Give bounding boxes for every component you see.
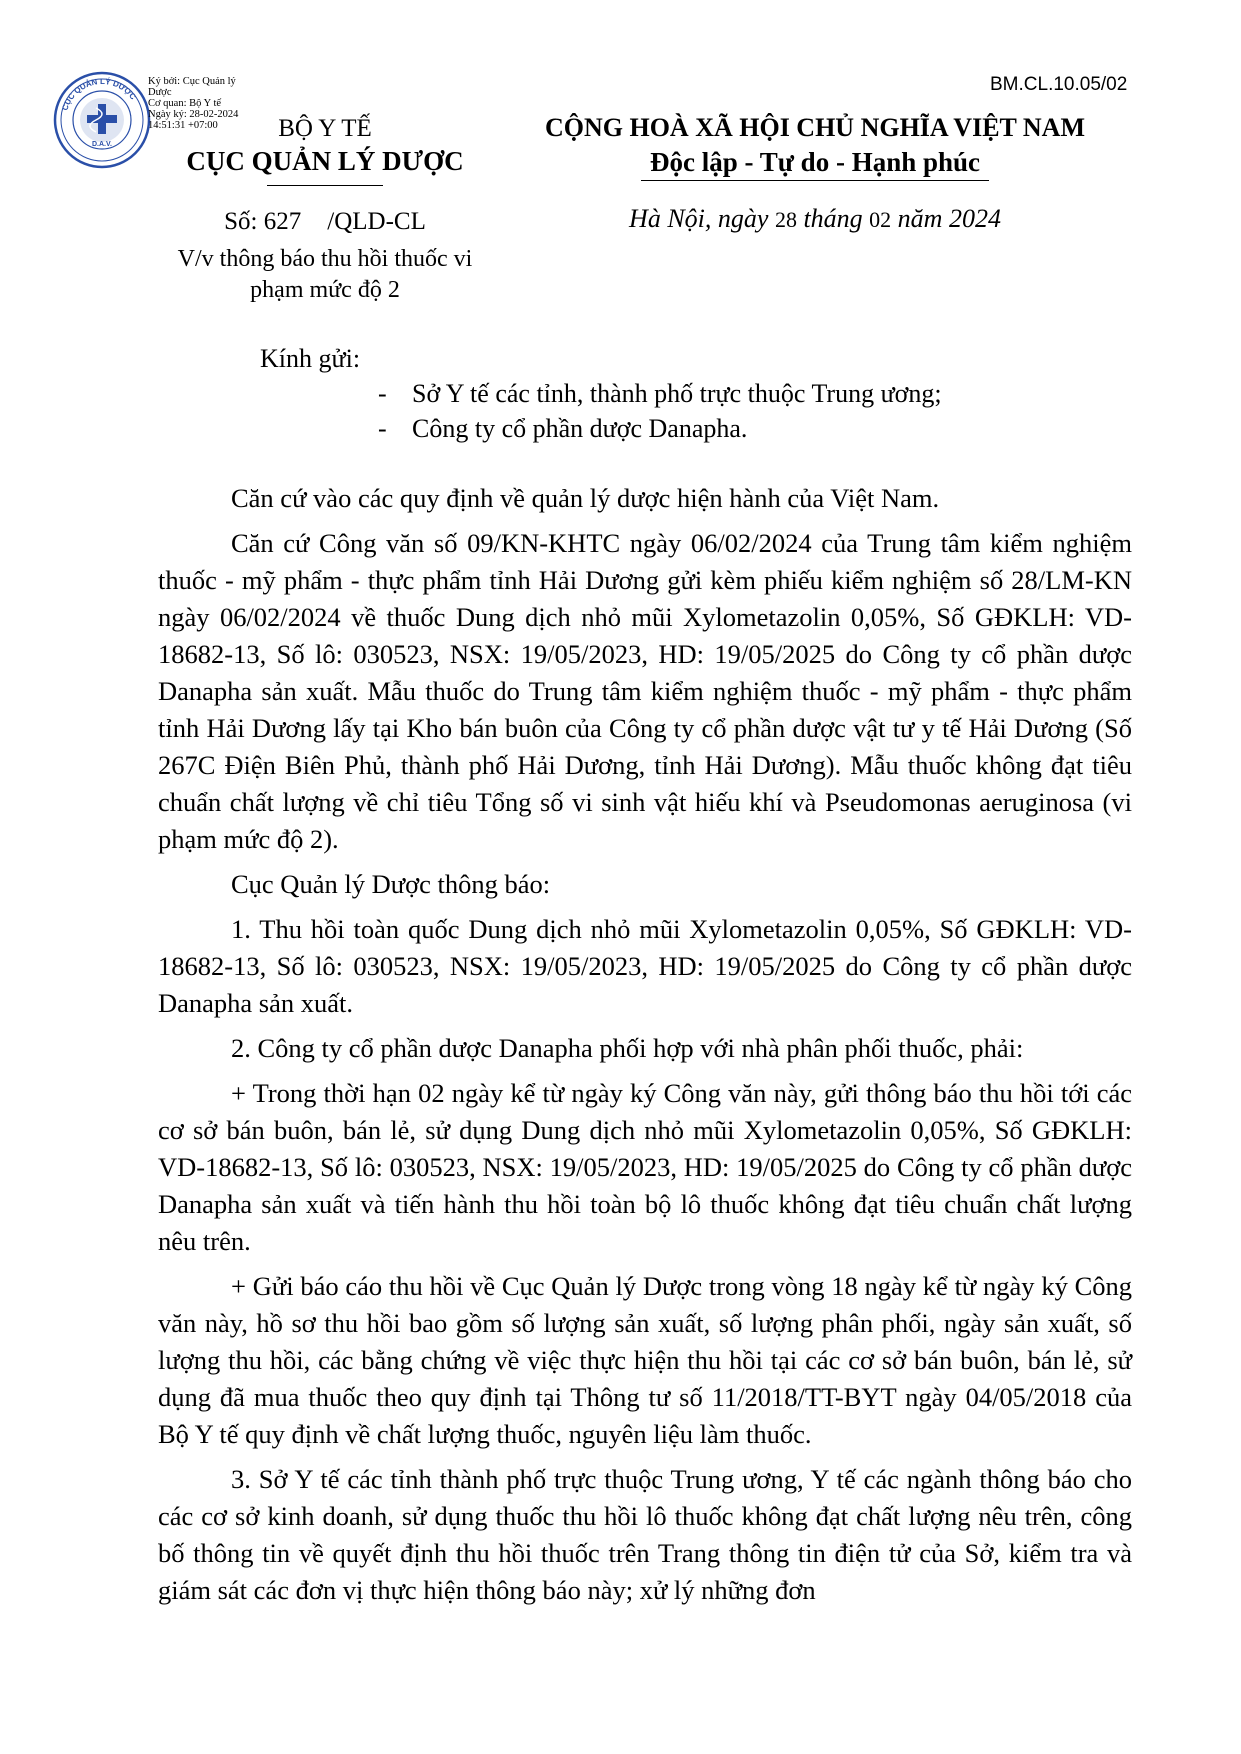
paragraph: + Trong thời hạn 02 ngày kể từ ngày ký Công văn này, gửi thông báo thu hồi tới các cơ sở bán buôn, bán lẻ, sử dụng Dung dịch nhỏ mũi Xylometazolin 0,05%, Số GĐKLH: VD-18682-13, Số lô: 030523, NSX: 19/05/2023, HD: 19/05/2025 do Công ty cổ phần dược Danapha sản xuất và tiến hành thu hồi toàn bộ lô thuốc không đạt tiêu chuẩn chất lượng nêu trên. (158, 1078, 1132, 1256)
document-subject: V/v thông báo thu hồi thuốc vi phạm mức độ 2 (177, 246, 473, 303)
issuing-organization (160, 113, 490, 178)
date-prefix: Hà Nội, ngày (629, 204, 769, 233)
paragraph: + Gửi báo cáo thu hồi về Cục Quản lý Dược trong vòng 18 ngày kể từ ngày ký Công văn này, hồ sơ thu hồi bao gồm số lượng sản xuất, số lượng phân phối, ngày sản xuất, số lượng thu hồi, các bằng chứng về việc thực hiện thu hồi tại các cơ sở bán buôn, bán lẻ, sử dụng đã mua thuốc theo quy định tại Thông tư số 11/2018/TT-BYT ngày 04/05/2018 của Bộ Y tế quy định về chất lượng thuốc, nguyên liệu làm thuốc. (158, 1271, 1132, 1449)
ministry-name: BỘ Y TẾ (278, 115, 372, 142)
paragraph: 2. Công ty cổ phần dược Danapha phối hợp với nhà phân phối thuốc, phải: (231, 1033, 1024, 1063)
document-number (160, 208, 490, 236)
org-divider (267, 185, 383, 186)
paragraph: 1. Thu hồi toàn quốc Dung dịch nhỏ mũi Xylometazolin 0,05%, Số GĐKLH: VD-18682-13, Số lô: 030523, NSX: 19/05/2023, HD: 19/05/2025 do Công ty cổ phần dược Danapha sản xuất. (158, 914, 1132, 1018)
department-seal-icon (52, 70, 152, 170)
paragraph: Cục Quản lý Dược thông báo: (231, 869, 551, 899)
seal-bottom-text: D.A.V. (92, 141, 112, 148)
national-title (515, 111, 1115, 179)
nation-name: CỘNG HOÀ XÃ HỘI CHỦ NGHĨA VIỆT NAM (544, 113, 1086, 142)
signing-agency: Cơ quan: Bộ Y tế (148, 98, 222, 109)
date-month-label: tháng (803, 204, 863, 233)
recipient-text: Công ty cổ phần dược Danapha. (412, 414, 748, 443)
paragraph: Căn cứ Công văn số 09/KN-KHTC ngày 06/02/2024 của Trung tâm kiểm nghiệm thuốc - mỹ phẩm - thực phẩm tỉnh Hải Dương gửi kèm phiếu kiểm nghiệm số 28/LM-KN ngày 06/02/2024 về thuốc Dung dịch nhỏ mũi Xylometazolin 0,05%, Số GĐKLH: VD-18682-13, Số lô: 030523, NSX: 19/05/2023, HD: 19/05/2025 do Công ty cổ phần dược Danapha sản xuất. Mẫu thuốc do Trung tâm kiểm nghiệm thuốc - mỹ phẩm - thực phẩm tỉnh Hải Dương lấy tại Kho bán buôn của Công ty cổ phần dược vật tư y tế Hải Dương (Số 267C Điện Biên Phủ, thành phố Hải Dương, tỉnh Hải Dương). Mẫu thuốc không đạt tiêu chuẩn chất lượng về chỉ tiêu Tổng số vi sinh vật hiếu khí và Pseudomonas aeruginosa (vi phạm mức độ 2). (158, 528, 1132, 854)
date-month: 02 (869, 207, 892, 232)
motto: Độc lập - Tự do - Hạnh phúc (649, 147, 981, 177)
doc-no-label: Số: (224, 208, 258, 235)
doc-no-value: 627 (263, 208, 302, 235)
doc-no-suffix: /QLD-CL (327, 208, 426, 235)
form-code: BM.CL.10.05/02 (990, 74, 1128, 95)
department-name: CỤC QUẢN LÝ DƯỢC (186, 146, 464, 176)
signed-by: Ký bởi: Cục Quản lý Dược (148, 76, 236, 98)
paragraph: 3. Sở Y tế các tỉnh thành phố trực thuộc Trung ương, Y tế các ngành thông báo cho các cơ sở kinh doanh, sử dụng thuốc thu hồi lô thuốc không đạt chất lượng nêu trên, công bố thông tin về quyết định thu hồi thuốc trên Trang thông tin điện tử của Sở, kiểm tra và giám sát các đơn vị thực hiện thông báo này; xử lý những đơn (158, 1464, 1132, 1605)
signed-date: Ngày ký: 28-02-2024 14:51:31 +07:00 (148, 109, 239, 131)
motto-divider (641, 180, 989, 181)
recipient-text: Sở Y tế các tỉnh, thành phố trực thuộc Trung ương; (412, 379, 942, 408)
paragraph: Căn cứ vào các quy định về quản lý dược hiện hành của Việt Nam. (231, 483, 940, 513)
recipient-item: - Sở Y tế các tỉnh, thành phố trực thuộc Trung ương; (378, 379, 942, 408)
greeting: Kính gửi: (260, 344, 361, 373)
date-day: 28 (774, 207, 797, 232)
seal-ring-text: CỤC QUẢN LÝ DƯỢC (60, 76, 138, 112)
document-date (515, 204, 1115, 234)
document-body (158, 480, 1132, 1617)
date-year: năm 2024 (897, 204, 1001, 233)
recipient-item: - Công ty cổ phần dược Danapha. (378, 414, 748, 443)
